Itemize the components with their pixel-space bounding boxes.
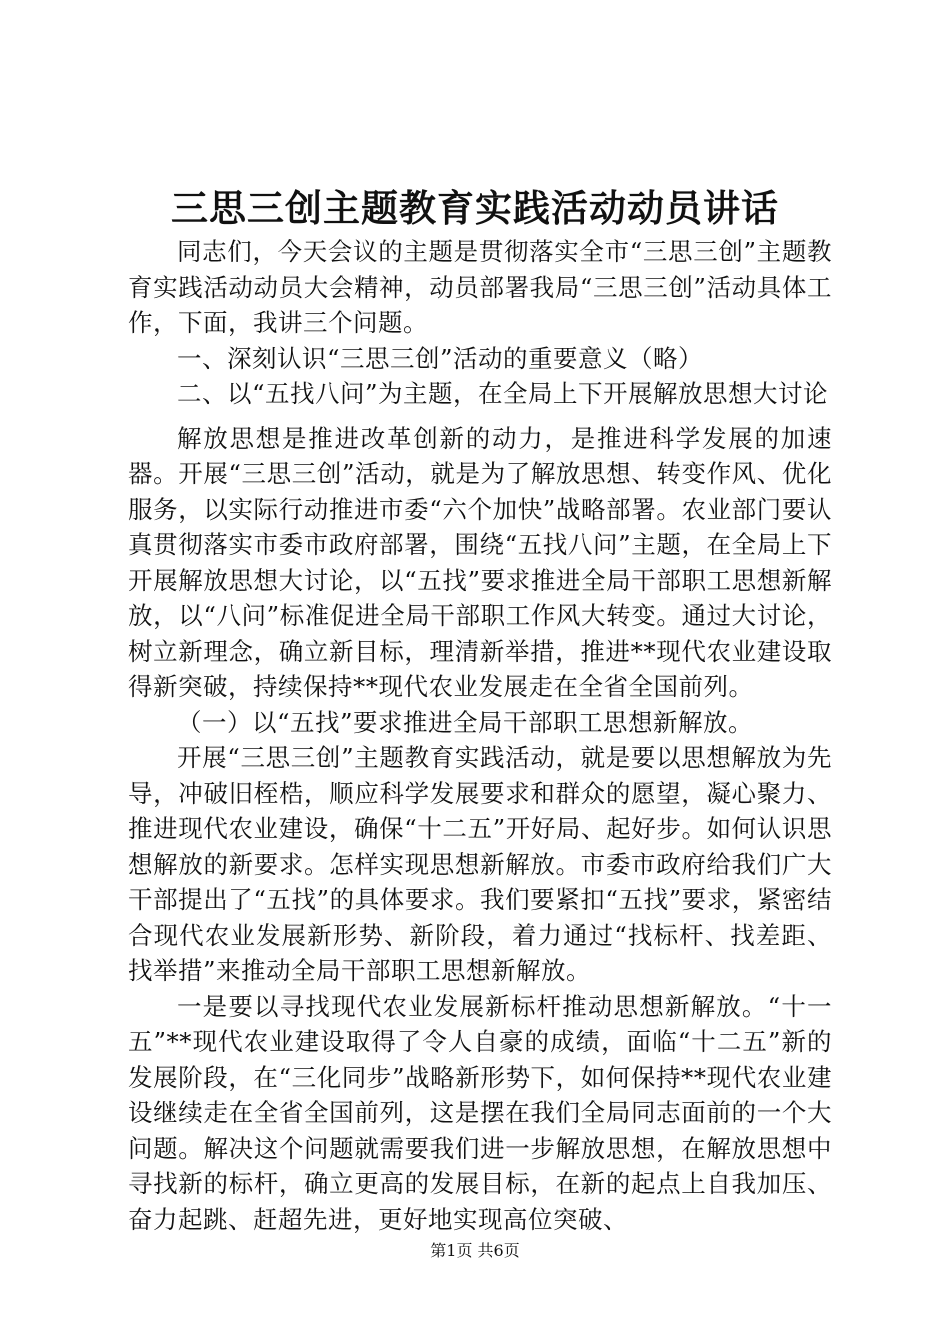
paragraph-section-two-heading: 二、以“五找八问”为主题，在全局上下开展解放思想大讨论 (177, 379, 829, 408)
paragraph-subsection-one-heading: （一）以“五找”要求推进全局干部职工思想新解放。 (177, 707, 754, 737)
document-title: 三思三创主题教育实践活动动员讲话 (171, 186, 779, 230)
paragraph-opening: 同志们，今天会议的主题是贯彻落实全市“三思三创”主题教育实践活动动员大会精神，动员部署我局“三思三创”活动具体工作，下面，我讲三个问题。 (128, 237, 832, 337)
paragraph-liberation: 解放思想是推进改革创新的动力，是推进科学发展的加速器。开展“三思三创”活动，就是为了解放思想、转变作风、优化服务，以实际行动推进市委“六个加快”战略部署。农业部门要认真贯彻落实市委市政府部署，围绕“五找八问”主题，在全局上下开展解放思想大讨论，以“五找”要求推进全局干部职工思想新解放，以“八问”标准促进全局干部职工作风大转变。通过大讨论，树立新理念，确立新目标，理清新举措，推进**现代农业建设取得新突破，持续保持**现代农业发展走在全省全国前列。 (128, 423, 832, 701)
page-number-footer: 第1页 共6页 (430, 1241, 520, 1260)
paragraph-activity: 开展“三思三创”主题教育实践活动，就是要以思想解放为先导，冲破旧桎梏，顺应科学发展要求和群众的愿望，凝心聚力、推进现代农业建设，确保“十二五”开好局、起好步。如何认识思想解放的新要求。怎样实现思想新解放。市委市政府给我们广大干部提出了“五找”的具体要求。我们要紧扣“五找”要求，紧密结合现代农业发展新形势、新阶段，着力通过“找标杆、找差距、找举措”来推动全局干部职工思想新解放。 (128, 743, 832, 985)
paragraph-point-one: 一是要以寻找现代农业发展新标杆推动思想新解放。“十一五”**现代农业建设取得了令人自豪的成绩，面临“十二五”新的发展阶段，在“三化同步”战略新形势下，如何保持**现代农业建设继续走在全省全国前列，这是摆在我们全局同志面前的一个大问题。解决这个问题就需要我们进一步解放思想，在解放思想中寻找新的标杆，确立更高的发展目标，在新的起点上自我加压、奋力起跳、赶超先进，更好地实现高位突破、 (128, 991, 832, 1234)
paragraph-section-one-heading: 一、深刻认识“三思三创”活动的重要意义（略） (177, 343, 704, 373)
document-body (128, 234, 832, 1237)
